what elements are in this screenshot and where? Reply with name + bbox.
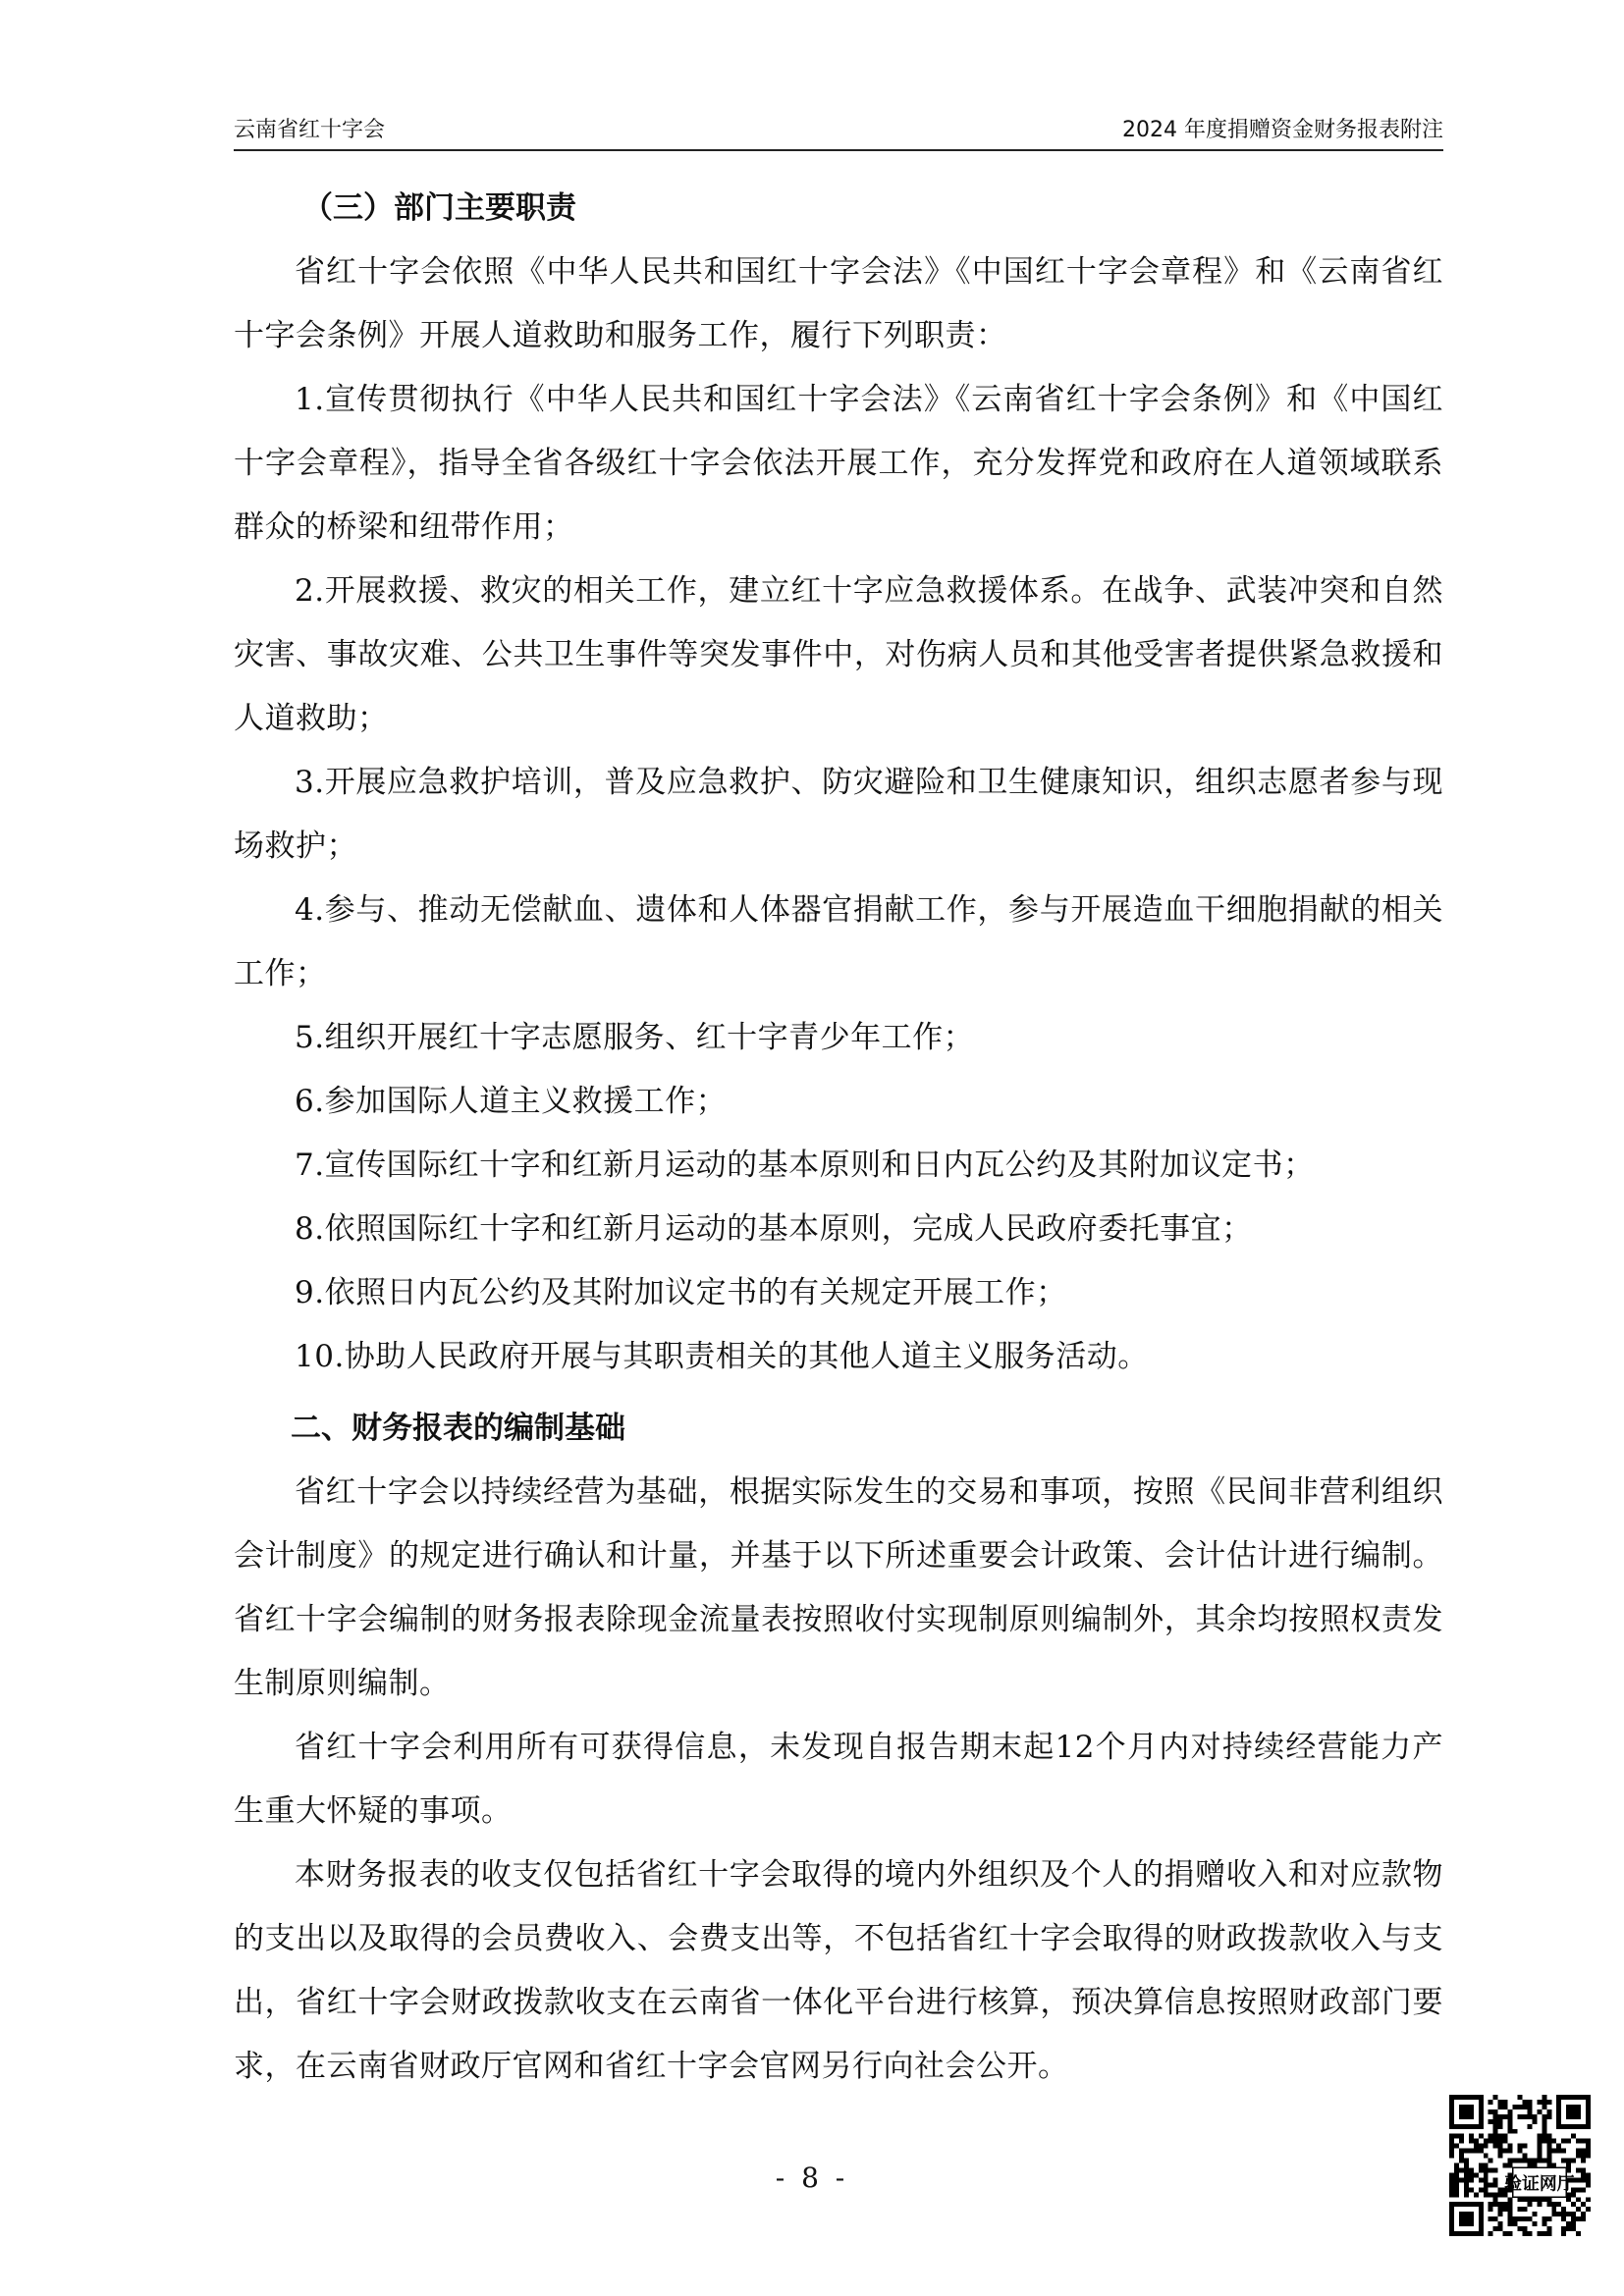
duties-intro: 省红十字会依照《中华人民共和国红十字会法》《中国红十字会章程》和《云南省红十字会条例》开展人道救助和服务工作，履行下列职责：: [234, 254, 1443, 353]
qr-code-icon: [1449, 2095, 1591, 2236]
basis-paragraph-1: 省红十字会以持续经营为基础，根据实际发生的交易和事项，按照《民间非营利组织会计制度》的规定进行确认和计量，并基于以下所述重要会计政策、会计估计进行编制。省红十字会编制的财务报表除现金流量表按照收付实现制原则编制外，其余均按照权责发生制原则编制。: [234, 1474, 1443, 1701]
qr-label: 验证网厅: [1504, 2173, 1575, 2195]
basis-paragraph-3: 本财务报表的收支仅包括省红十字会取得的境内外组织及个人的捐赠收入和对应款物的支出以及取得的会员费收入、会费支出等，不包括省红十字会取得的财政拨款收入与支出，省红十字会财政拨款收支在云南省一体化平台进行核算，预决算信息按照财政部门要求，在云南省财政厅官网和省红十字会官网另行向社会公开。: [234, 1857, 1443, 2084]
duty-item-3: 3.开展应急救护培训，普及应急救护、防灾避险和卫生健康知识，组织志愿者参与现场救护；: [234, 765, 1443, 864]
duty-item-5: 5.组织开展红十字志愿服务、红十字青少年工作；: [295, 1020, 975, 1055]
header-org: 云南省红十字会: [234, 118, 386, 142]
duty-item-10: 10.协助人民政府开展与其职责相关的其他人道主义服务活动。: [295, 1339, 1149, 1374]
duty-item-2: 2.开展救援、救灾的相关工作，建立红十字应急救援体系。在战争、武装冲突和自然灾害、事故灾难、公共卫生事件等突发事件中，对伤病人员和其他受害者提供紧急救援和人道救助；: [234, 573, 1443, 736]
duty-item-1: 1.宣传贯彻执行《中华人民共和国红十字会法》《云南省红十字会条例》和《中国红十字会章程》，指导全省各级红十字会依法开展工作，充分发挥党和政府在人道领域联系群众的桥梁和纽带作用；: [234, 382, 1443, 545]
page-content: [234, 177, 1443, 2099]
section-heading-duties: （三）部门主要职责: [302, 190, 576, 226]
section-heading-basis: 二、财务报表的编制基础: [291, 1411, 625, 1446]
basis-paragraph-2: 省红十字会利用所有可获得信息，未发现自报告期末起12个月内对持续经营能力产生重大怀疑的事项。: [234, 1730, 1443, 1829]
duty-item-9: 9.依照日内瓦公约及其附加议定书的有关规定开展工作；: [295, 1275, 1067, 1310]
duty-item-4: 4.参与、推动无偿献血、遗体和人体器官捐献工作，参与开展造血干细胞捐献的相关工作；: [234, 892, 1443, 991]
page-number: - 8 -: [775, 2162, 849, 2194]
page-header: [234, 110, 1443, 151]
duty-item-8: 8.依照国际红十字和红新月运动的基本原则，完成人民政府委托事宜；: [295, 1211, 1253, 1247]
header-doc-title: 2024 年度捐赠资金财务报表附注: [1122, 118, 1443, 142]
duty-item-7: 7.宣传国际红十字和红新月运动的基本原则和日内瓦公约及其附加议定书；: [295, 1148, 1315, 1183]
duty-item-6: 6.参加国际人道主义救援工作；: [295, 1084, 728, 1119]
